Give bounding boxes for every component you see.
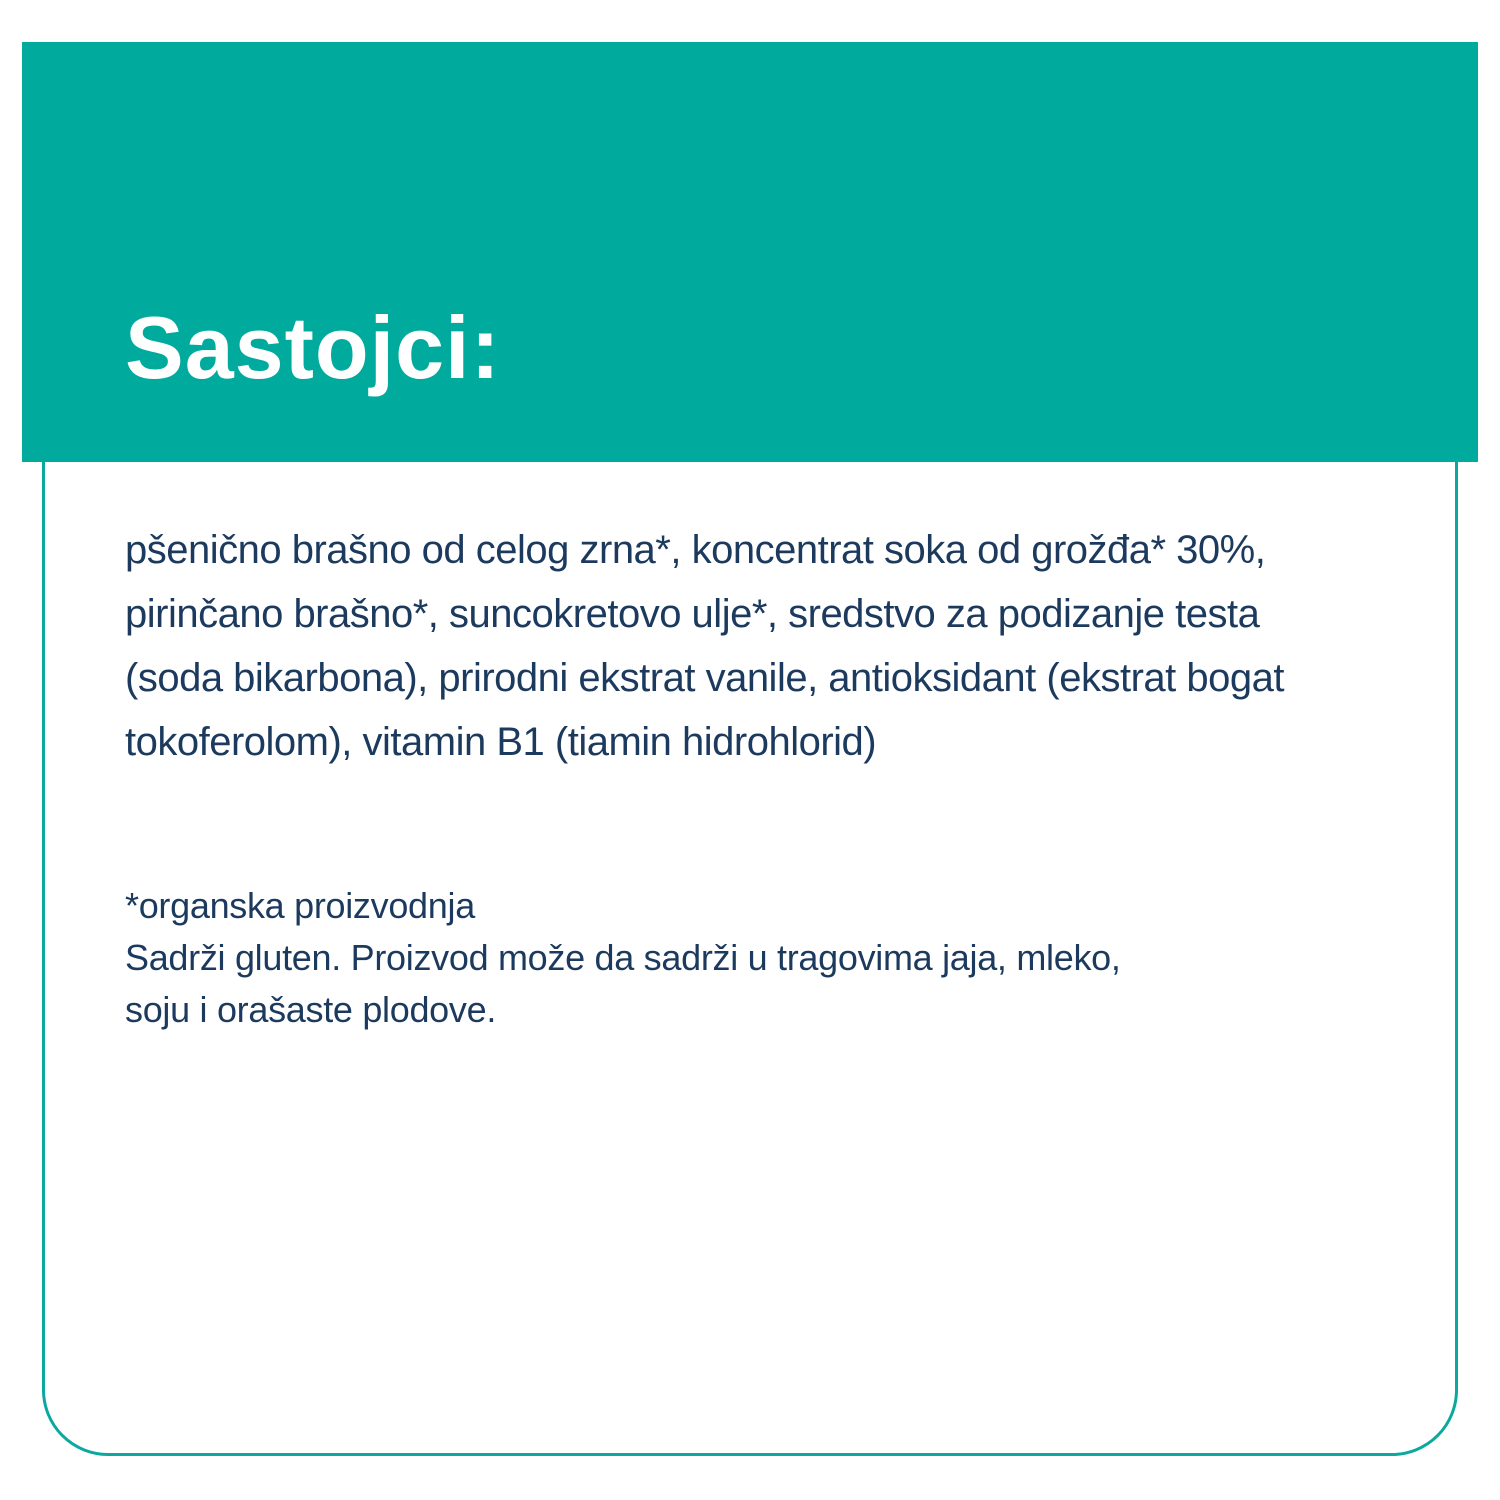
footnote-paragraph — [125, 880, 1415, 1036]
section-title: Sastojci: — [125, 298, 501, 397]
footnote-line: soju i orašaste plodove. — [125, 989, 497, 1030]
ingredients-header-band — [22, 42, 1478, 462]
ingredients-paragraph — [125, 518, 1415, 774]
ingredients-line: (soda bikarbona), prirodni ekstrat vanile, antioksidant (ekstrat bogat — [125, 656, 1284, 700]
footnote-line: Sadrži gluten. Proizvod može da sadrži u tragovima jaja, mleko, — [125, 937, 1121, 978]
ingredients-line: pšenično brašno od celog zrna*, koncentrat soka od grožđa* 30%, — [125, 528, 1266, 572]
ingredients-line: tokoferolom), vitamin B1 (tiamin hidrohlorid) — [125, 720, 877, 764]
ingredients-line: pirinčano brašno*, suncokretovo ulje*, sredstvo za podizanje testa — [125, 592, 1260, 636]
footnote-line: *organska proizvodnja — [125, 885, 475, 926]
